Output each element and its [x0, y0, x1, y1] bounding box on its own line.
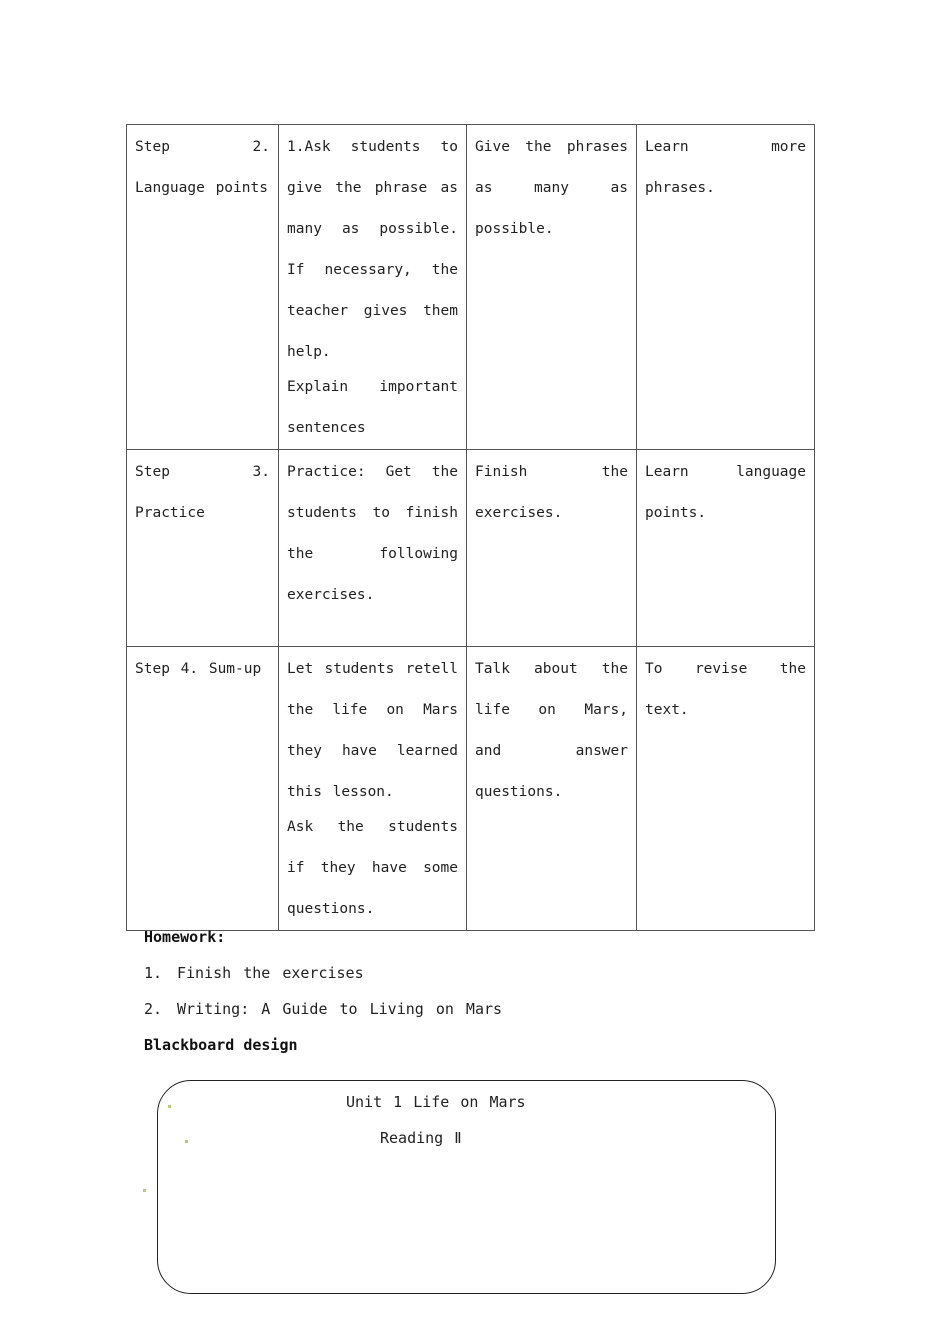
homework-item-number: 1.: [144, 964, 163, 982]
teacher-activity-text: Practice: Get the students to finish the following exercises.: [287, 464, 458, 603]
blackboard-box: [157, 1080, 776, 1294]
blackboard-unit-title: Unit 1 Life on Mars: [346, 1093, 526, 1111]
homework-item-number: 2.: [144, 1000, 163, 1018]
step-cell: Step 3. Practice: [127, 450, 279, 647]
homework-item-text: Writing: A Guide to Living on Mars: [177, 1000, 503, 1018]
teacher-activity-text: 1.Ask students to give the phrase as many as possible. If necessary, the teacher gives them help.: [287, 139, 458, 360]
student-activity-cell: Finish the exercises.: [467, 450, 637, 647]
teacher-activity-cell: [279, 450, 467, 647]
lesson-plan-table: [126, 124, 815, 931]
teacher-activity-cell: [279, 647, 467, 931]
blackboard-subtitle: Reading Ⅱ: [380, 1129, 462, 1147]
teacher-activity-text: Ask the students if they have some questions.: [287, 819, 458, 917]
teacher-activity-text: Let students retell the life on Mars they have learned this lesson.: [287, 661, 458, 800]
homework-item: [144, 964, 364, 982]
purpose-cell: Learn more phrases.: [637, 125, 815, 450]
step-cell: Step 2. Language points: [127, 125, 279, 450]
blackboard-heading: Blackboard design: [144, 1036, 298, 1054]
step-cell: Step 4. Sum-up: [127, 647, 279, 931]
student-activity-cell: Give the phrases as many as possible.: [467, 125, 637, 450]
teacher-activity-cell: [279, 125, 467, 450]
stray-mark: [143, 1189, 146, 1192]
student-activity-cell: Talk about the life on Mars, and answer questions.: [467, 647, 637, 931]
homework-item-text: Finish the exercises: [177, 964, 364, 982]
stray-mark: [185, 1140, 188, 1143]
teacher-activity-text: Explain important sentences: [287, 379, 458, 436]
table-row: [127, 647, 815, 931]
purpose-cell: Learn language points.: [637, 450, 815, 647]
table-row: [127, 450, 815, 647]
homework-item: [144, 1000, 502, 1018]
stray-mark: [168, 1105, 171, 1108]
purpose-cell: To revise the text.: [637, 647, 815, 931]
homework-heading: Homework:: [144, 928, 226, 946]
table-row: [127, 125, 815, 450]
